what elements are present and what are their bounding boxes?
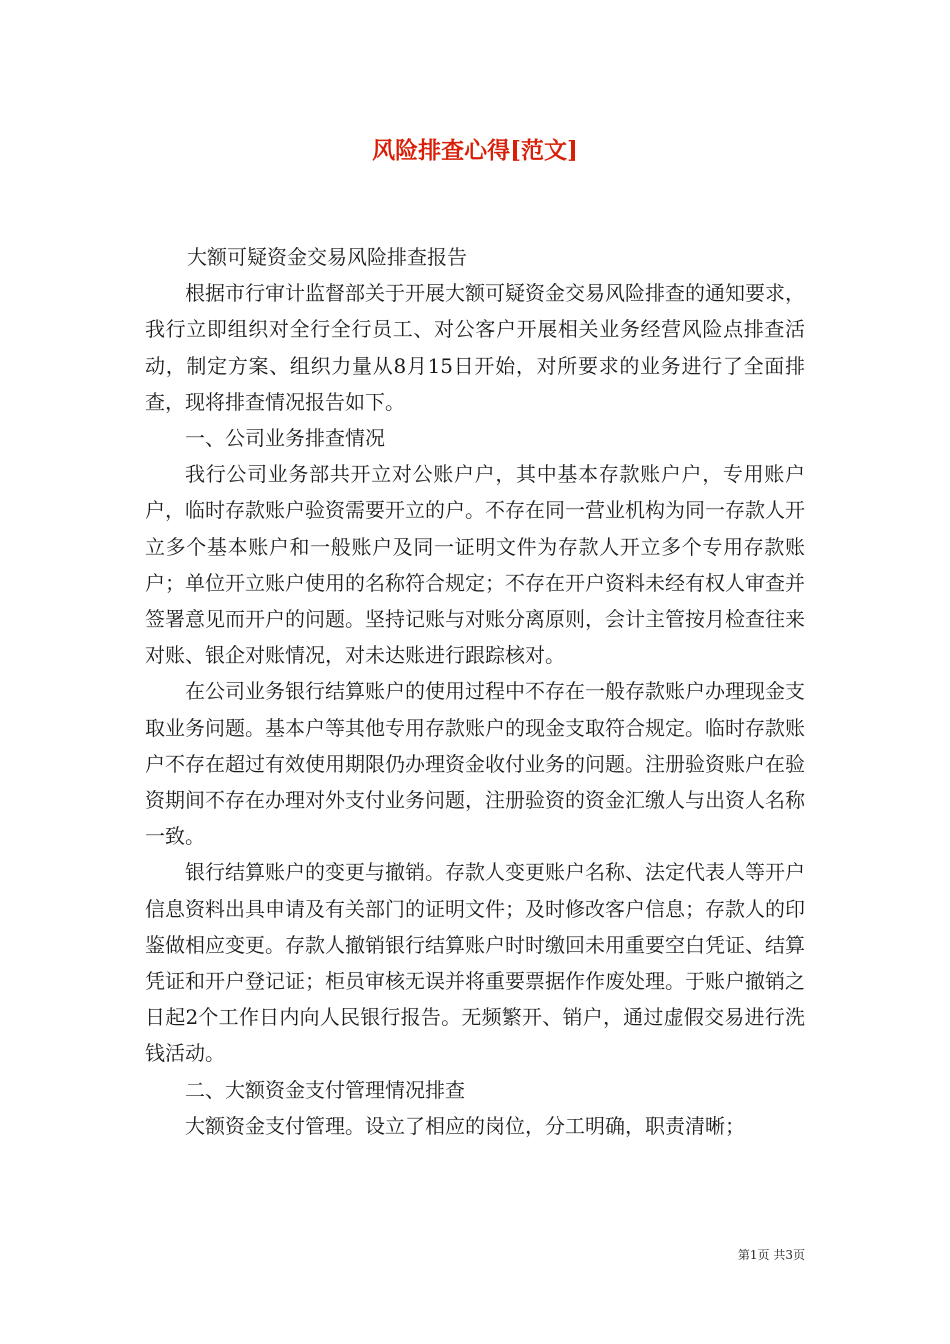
- paragraph-accounts: 我行公司业务部共开立对公账户户，其中基本存款账户户，专用账户户，临时存款账户验资需要开立的户。不存在同一营业机构为同一存款人开立多个基本账户和一般账户及同一证明文件为存款人开立多个专用存款账户；单位开立账户使用的名称符合规定；不存在开户资料未经有权人审查并签署意见而开户的问题。坚持记账与对账分离原则，会计主管按月检查往来对账、银企对账情况，对未达账进行跟踪核对。: [145, 462, 805, 668]
- paragraph-large-payments: 大额资金支付管理。设立了相应的岗位，分工明确，职责清晰；: [185, 1113, 745, 1138]
- section-heading-1: 一、公司业务排查情况: [185, 426, 385, 451]
- section-heading-2: 二、大额资金支付管理情况排查: [185, 1077, 465, 1102]
- document-title: 风险排查心得[范文]: [372, 137, 578, 164]
- paragraph-account-usage: 在公司业务银行结算账户的使用过程中不存在一般存款账户办理现金支取业务问题。基本户等其他专用存款账户的现金支取符合规定。临时存款账户不存在超过有效使用期限仍办理资金收付业务的问题。注册验资账户在验资期间不存在办理对外支付业务问题，注册验资的资金汇缴人与出资人名称一致。: [145, 679, 805, 849]
- paragraph-intro: 根据市行审计监督部关于开展大额可疑资金交易风险排查的通知要求，我行立即组织对全行全行员工、对公客户开展相关业务经营风险点排查活动，制定方案、组织力量从8月15日开始，对所要求的业务进行了全面排查，现将排查情况报告如下。: [145, 281, 805, 414]
- document-body: [145, 239, 805, 1144]
- report-subject: 大额可疑资金交易风险排查报告: [187, 245, 467, 269]
- paragraph-account-changes: 银行结算账户的变更与撤销。存款人变更账户名称、法定代表人等开户信息资料出具申请及有关部门的证明文件；及时修改客户信息；存款人的印鉴做相应变更。存款人撤销银行结算账户时时缴回未用重要空白凭证、结算凭证和开户登记证；柜员审核无误并将重要票据作作废处理。于账户撤销之日起2个工作日内向人民银行报告。无频繁开、销户，通过虚假交易进行洗钱活动。: [145, 860, 805, 1066]
- page-number: 第1页 共3页: [737, 1248, 805, 1262]
